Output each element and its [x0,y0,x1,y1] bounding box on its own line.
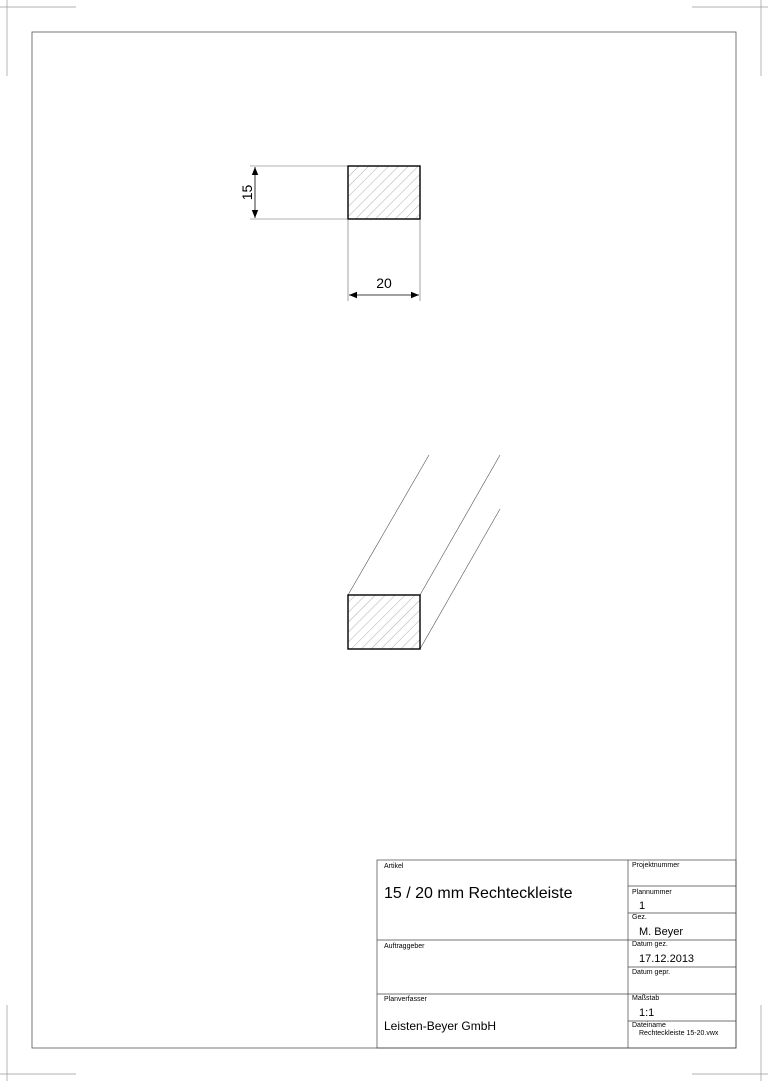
projektnummer-label: Projektnummer [632,862,680,869]
artikel-label: Artikel [384,863,404,870]
planverfasser-label: Planverfasser [384,996,427,1003]
cross-section-hatch [348,166,420,219]
massstab-label: Maßstab [632,995,660,1002]
width-dimension-label: 20 [376,275,392,291]
datum-gez-label: Datum gez. [632,941,668,948]
planverfasser-value: Leisten-Beyer GmbH [384,1019,497,1033]
massstab-value: 1:1 [639,1007,655,1019]
plannummer-label: Plannummer [632,889,672,896]
datum-gez-value: 17.12.2013 [639,953,695,965]
height-dimension-label: 15 [239,184,255,201]
isometric-view [348,455,500,649]
dateiname-value: Rechteckleiste 15-20.vwx [639,1030,719,1037]
gez-value: M. Beyer [639,926,684,938]
artikel-value: 15 / 20 mm Rechteckleiste [384,885,573,902]
dateiname-label: Dateiname [632,1022,666,1029]
plannummer-value: 1 [639,900,646,912]
auftraggeber-label: Auftraggeber [384,943,425,950]
datum-gepr-label: Datum gepr. [632,969,671,976]
cross-section-view [239,166,420,301]
isometric-front-hatch [348,595,420,649]
gez-label: Gez. [632,914,647,921]
